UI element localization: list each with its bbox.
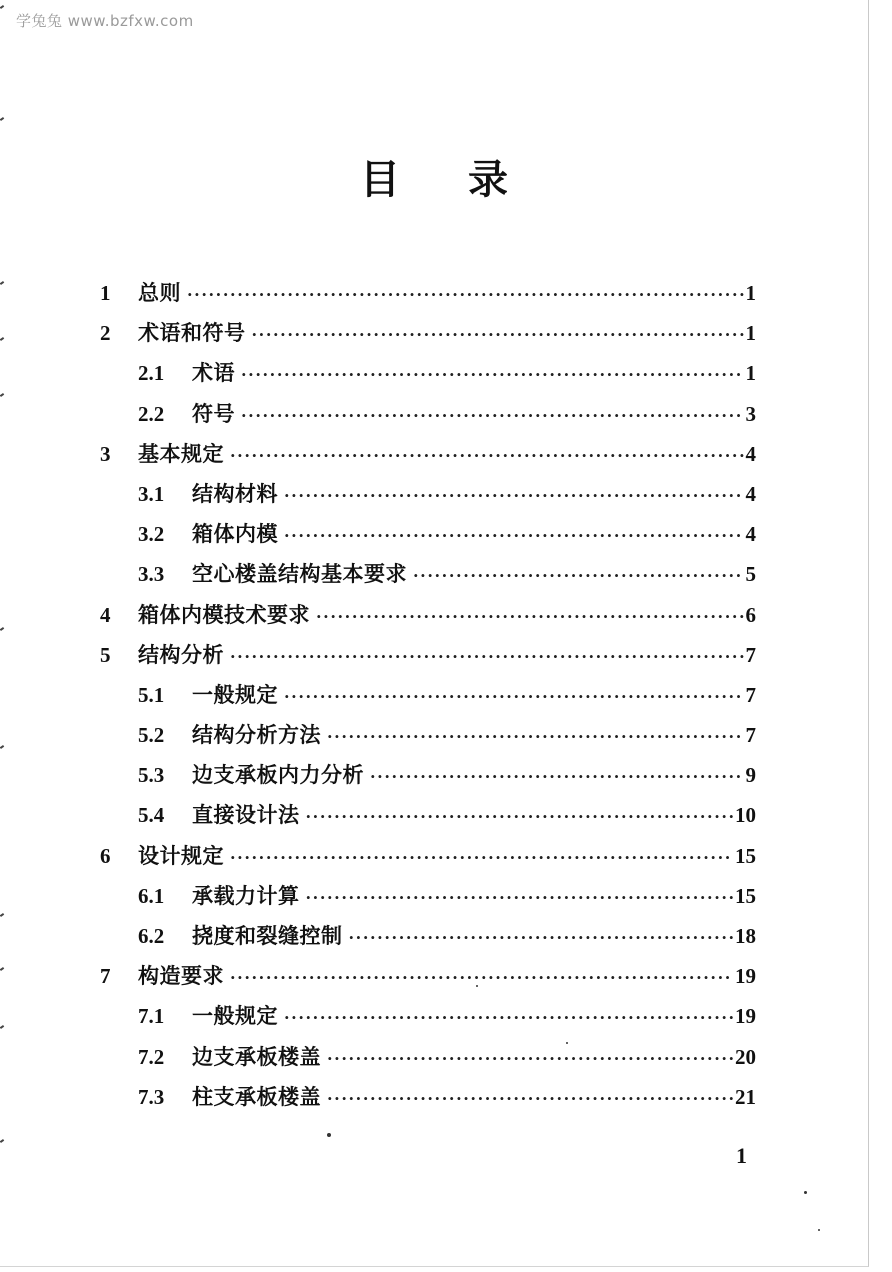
toc-entry-page: 18 xyxy=(735,924,756,948)
edge-mark xyxy=(0,627,4,631)
toc-entry-page: 19 xyxy=(735,1004,756,1029)
toc-entry-title: 结构分析 xyxy=(138,642,224,667)
toc-entry-number: 3.1 xyxy=(138,481,165,506)
toc-entry-page: 7 xyxy=(745,723,756,748)
toc-entry-title: 边支承板楼盖 xyxy=(192,1044,321,1069)
toc-entry-title: 一般规定 xyxy=(192,682,278,707)
toc-entry-number: 5.3 xyxy=(138,763,165,788)
dot-leader xyxy=(413,566,744,585)
dot-leader xyxy=(327,1049,733,1068)
toc-entry-page: 7 xyxy=(745,682,756,707)
toc-entry-page: 4 xyxy=(745,481,756,506)
toc-entry-number: 7.1 xyxy=(138,1004,165,1029)
toc-entry-title: 构造要求 xyxy=(138,964,224,989)
toc-entry-page: 1 xyxy=(745,281,756,305)
toc-entry-number: 7.2 xyxy=(138,1044,165,1069)
toc-entry xyxy=(100,317,756,357)
page-number: 1 xyxy=(736,1143,747,1168)
edge-mark xyxy=(0,745,4,749)
toc-entry-page: 20 xyxy=(735,1044,756,1069)
edge-mark xyxy=(0,337,4,341)
toc-entry-title: 边支承板内力分析 xyxy=(192,763,364,788)
edge-mark xyxy=(0,913,4,917)
dot-leader xyxy=(230,848,733,867)
toc-entry xyxy=(100,679,756,719)
toc-entry-title: 术语 xyxy=(192,361,235,386)
edge-mark xyxy=(0,393,4,397)
edge-mark xyxy=(0,281,4,285)
edge-mark xyxy=(0,1139,4,1143)
dot-leader xyxy=(187,285,744,304)
toc-entry-title: 术语和符号 xyxy=(138,321,246,346)
toc-entry xyxy=(100,920,756,960)
toc-entry-number: 1 xyxy=(100,281,111,305)
toc-entry xyxy=(100,880,756,920)
toc-entry-page: 1 xyxy=(745,361,756,386)
edge-mark xyxy=(0,1025,4,1029)
toc-entry-number: 7.3 xyxy=(138,1084,165,1109)
toc-entry-page: 15 xyxy=(735,883,756,908)
scan-speck xyxy=(804,1191,807,1194)
toc-entry-title: 挠度和裂缝控制 xyxy=(192,924,343,948)
table-of-contents xyxy=(100,277,756,1121)
toc-entry xyxy=(100,840,756,880)
toc-entry-number: 3 xyxy=(100,441,111,466)
dot-leader xyxy=(241,406,744,425)
toc-entry-page: 5 xyxy=(745,562,756,587)
toc-entry-title: 柱支承板楼盖 xyxy=(192,1084,321,1109)
toc-entry-number: 2.2 xyxy=(138,401,165,426)
toc-entry-number: 3.3 xyxy=(138,562,165,587)
toc-entry xyxy=(100,599,756,639)
scan-speck xyxy=(476,985,478,987)
toc-entry xyxy=(100,398,756,438)
dot-leader xyxy=(284,486,744,505)
toc-entry-title: 总则 xyxy=(138,281,181,305)
toc-entry-number: 5.4 xyxy=(138,803,165,828)
watermark: 学兔兔 www.bzfxw.com xyxy=(16,12,194,30)
toc-entry-page: 10 xyxy=(735,803,756,828)
toc-entry-title: 一般规定 xyxy=(192,1004,278,1029)
toc-entry-page: 21 xyxy=(735,1084,756,1109)
toc-entry-title: 结构分析方法 xyxy=(192,723,321,748)
toc-entry-title: 结构材料 xyxy=(192,481,278,506)
toc-entry-title: 箱体内模 xyxy=(192,522,278,547)
toc-entry xyxy=(100,1000,756,1040)
dot-leader xyxy=(230,647,744,666)
dot-leader xyxy=(284,687,744,706)
toc-entry xyxy=(100,357,756,397)
toc-entry-number: 6 xyxy=(100,843,111,868)
toc-entry-page: 19 xyxy=(735,964,756,989)
toc-entry xyxy=(100,639,756,679)
scan-speck xyxy=(818,1229,820,1231)
toc-entry xyxy=(100,518,756,558)
toc-entry xyxy=(100,558,756,598)
toc-entry-number: 4 xyxy=(100,602,111,627)
edge-mark xyxy=(0,5,4,9)
toc-entry-title: 符号 xyxy=(192,401,235,426)
dot-leader xyxy=(284,1008,733,1027)
dot-leader xyxy=(327,1089,733,1108)
toc-entry-number: 2 xyxy=(100,321,111,346)
toc-entry xyxy=(100,1081,756,1121)
toc-entry-page: 15 xyxy=(735,843,756,868)
toc-entry-page: 4 xyxy=(745,441,756,466)
toc-entry-number: 5.2 xyxy=(138,723,165,748)
toc-entry-page: 4 xyxy=(745,522,756,547)
dot-leader xyxy=(316,607,744,626)
toc-entry-page: 9 xyxy=(745,763,756,788)
scan-speck xyxy=(327,1133,331,1137)
dot-leader xyxy=(230,446,744,465)
toc-entry xyxy=(100,719,756,759)
toc-entry-number: 6.1 xyxy=(138,883,165,908)
dot-leader xyxy=(230,968,733,987)
dot-leader xyxy=(306,888,734,907)
scan-speck xyxy=(566,1042,568,1044)
toc-entry-number: 5.1 xyxy=(138,682,165,707)
dot-leader xyxy=(241,365,744,384)
page-title: 目录 xyxy=(360,157,576,203)
toc-entry-title: 空心楼盖结构基本要求 xyxy=(192,562,407,587)
dot-leader xyxy=(349,928,734,947)
dot-leader xyxy=(327,727,744,746)
dot-leader xyxy=(306,807,734,826)
toc-entry xyxy=(100,438,756,478)
edge-mark xyxy=(0,117,4,121)
toc-entry-page: 3 xyxy=(745,401,756,426)
dot-leader xyxy=(284,526,744,545)
dot-leader xyxy=(252,325,744,344)
toc-entry xyxy=(100,1041,756,1081)
dot-leader xyxy=(370,767,744,786)
toc-entry-number: 3.2 xyxy=(138,522,165,547)
toc-entry-number: 6.2 xyxy=(138,924,165,948)
toc-entry-number: 7 xyxy=(100,964,111,989)
toc-entry-title: 基本规定 xyxy=(138,441,224,466)
toc-entry-number: 5 xyxy=(100,642,111,667)
toc-entry-page: 7 xyxy=(745,642,756,667)
edge-mark xyxy=(0,967,4,971)
toc-entry-title: 箱体内模技术要求 xyxy=(138,602,310,627)
toc-entry xyxy=(100,277,756,317)
toc-entry xyxy=(100,478,756,518)
toc-entry xyxy=(100,799,756,839)
toc-entry xyxy=(100,960,756,1000)
toc-entry-title: 承载力计算 xyxy=(192,883,300,908)
toc-entry-number: 2.1 xyxy=(138,361,165,386)
toc-entry-title: 直接设计法 xyxy=(192,803,300,828)
toc-entry-page: 1 xyxy=(745,321,756,346)
toc-entry-page: 6 xyxy=(745,602,756,627)
toc-entry xyxy=(100,759,756,799)
toc-entry-title: 设计规定 xyxy=(138,843,224,868)
